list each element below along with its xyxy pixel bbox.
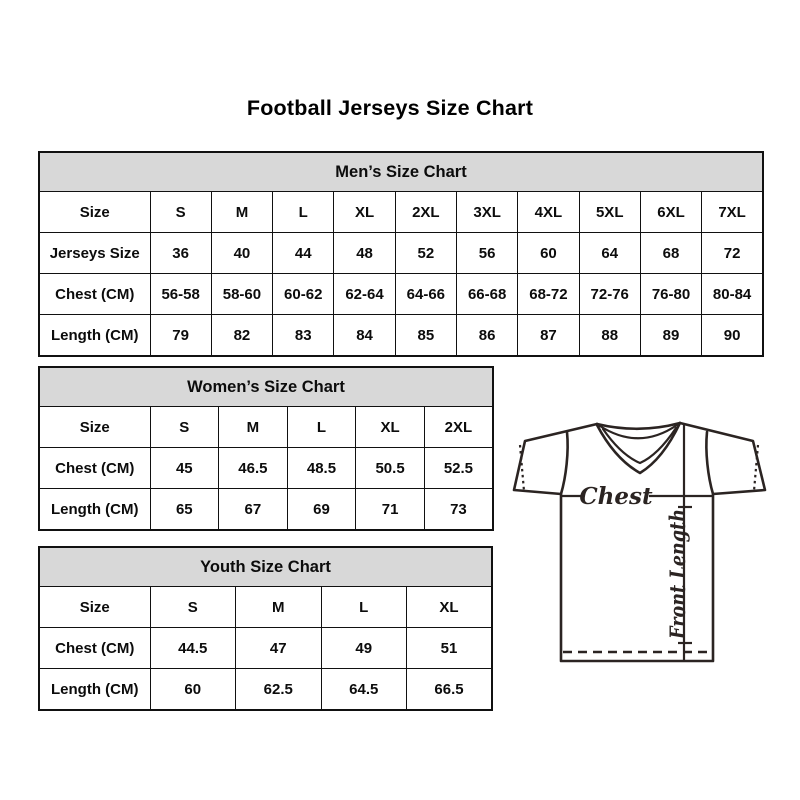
mens-size-chart-title: Men’s Size Chart — [39, 152, 763, 192]
table-row — [39, 669, 492, 711]
value-cell: XL — [407, 587, 493, 628]
value-cell: 60 — [150, 669, 236, 711]
value-cell: 2XL — [395, 192, 456, 233]
value-cell: 51 — [407, 628, 493, 669]
row-label-cell: Jerseys Size — [39, 233, 150, 274]
row-label-cell: Chest (CM) — [39, 628, 150, 669]
value-cell: 62-64 — [334, 274, 395, 315]
youth-size-chart-table — [38, 546, 493, 711]
table-row — [39, 233, 763, 274]
youth-size-chart-title: Youth Size Chart — [39, 547, 492, 587]
value-cell: 72 — [702, 233, 763, 274]
value-cell: 88 — [579, 315, 640, 357]
value-cell: 5XL — [579, 192, 640, 233]
row-label-cell: Size — [39, 407, 150, 448]
value-cell: 46.5 — [219, 448, 288, 489]
value-cell: 52 — [395, 233, 456, 274]
value-cell: 64.5 — [321, 669, 407, 711]
jersey-right-armhole-seam — [706, 432, 713, 494]
womens-size-chart-table — [38, 366, 494, 531]
value-cell: M — [211, 192, 272, 233]
value-cell: 50.5 — [356, 448, 425, 489]
value-cell: 64-66 — [395, 274, 456, 315]
table-row — [39, 274, 763, 315]
value-cell: 68-72 — [518, 274, 579, 315]
row-label-cell: Length (CM) — [39, 669, 150, 711]
value-cell: 40 — [211, 233, 272, 274]
value-cell: L — [273, 192, 334, 233]
jersey-right-sleeve — [680, 423, 765, 494]
value-cell: 49 — [321, 628, 407, 669]
value-cell: 45 — [150, 448, 219, 489]
value-cell: 80-84 — [702, 274, 763, 315]
value-cell: 82 — [211, 315, 272, 357]
table-row — [39, 448, 493, 489]
table-row — [39, 587, 492, 628]
value-cell: 44 — [273, 233, 334, 274]
row-label-cell: Size — [39, 192, 150, 233]
value-cell: 65 — [150, 489, 219, 531]
table-title-row — [39, 367, 493, 407]
value-cell: 83 — [273, 315, 334, 357]
value-cell: 66.5 — [407, 669, 493, 711]
row-label-cell: Chest (CM) — [39, 274, 150, 315]
value-cell: 52.5 — [424, 448, 493, 489]
jersey-measurement-diagram — [499, 407, 781, 679]
front-length-label: Front Length — [665, 484, 690, 639]
value-cell: 62.5 — [236, 669, 322, 711]
row-label-cell: Length (CM) — [39, 315, 150, 357]
value-cell: M — [236, 587, 322, 628]
table-row — [39, 489, 493, 531]
womens-size-chart-title: Women’s Size Chart — [39, 367, 493, 407]
value-cell: 72-76 — [579, 274, 640, 315]
value-cell: 4XL — [518, 192, 579, 233]
value-cell: 69 — [287, 489, 356, 531]
value-cell: 56 — [456, 233, 517, 274]
value-cell: 47 — [236, 628, 322, 669]
value-cell: 48.5 — [287, 448, 356, 489]
table-row — [39, 192, 763, 233]
value-cell: 87 — [518, 315, 579, 357]
table-row — [39, 315, 763, 357]
value-cell: 86 — [456, 315, 517, 357]
jersey-body-outline — [561, 484, 713, 661]
value-cell: 6XL — [640, 192, 701, 233]
row-label-cell: Chest (CM) — [39, 448, 150, 489]
value-cell: 66-68 — [456, 274, 517, 315]
value-cell: 58-60 — [211, 274, 272, 315]
value-cell: XL — [334, 192, 395, 233]
value-cell: 7XL — [702, 192, 763, 233]
page-title: Football Jerseys Size Chart — [246, 96, 534, 120]
chest-label: Chest — [579, 483, 653, 510]
value-cell: 73 — [424, 489, 493, 531]
value-cell: 56-58 — [150, 274, 211, 315]
value-cell: 85 — [395, 315, 456, 357]
value-cell: XL — [356, 407, 425, 448]
value-cell: 76-80 — [640, 274, 701, 315]
table-title-row — [39, 547, 492, 587]
value-cell: 3XL — [456, 192, 517, 233]
table-row — [39, 628, 492, 669]
table-title-row — [39, 152, 763, 192]
value-cell: L — [321, 587, 407, 628]
jersey-left-armhole-seam — [561, 432, 568, 494]
value-cell: S — [150, 192, 211, 233]
value-cell: 44.5 — [150, 628, 236, 669]
value-cell: 2XL — [424, 407, 493, 448]
table-row — [39, 407, 493, 448]
row-label-cell: Size — [39, 587, 150, 628]
value-cell: S — [150, 407, 219, 448]
value-cell: 84 — [334, 315, 395, 357]
value-cell: 90 — [702, 315, 763, 357]
value-cell: 36 — [150, 233, 211, 274]
value-cell: 60 — [518, 233, 579, 274]
value-cell: 79 — [150, 315, 211, 357]
value-cell: S — [150, 587, 236, 628]
value-cell: 67 — [219, 489, 288, 531]
value-cell: 89 — [640, 315, 701, 357]
mens-size-chart-table — [38, 151, 764, 357]
value-cell: 64 — [579, 233, 640, 274]
value-cell: M — [219, 407, 288, 448]
value-cell: L — [287, 407, 356, 448]
value-cell: 48 — [334, 233, 395, 274]
row-label-cell: Length (CM) — [39, 489, 150, 531]
value-cell: 60-62 — [273, 274, 334, 315]
value-cell: 71 — [356, 489, 425, 531]
value-cell: 68 — [640, 233, 701, 274]
jersey-collar-top-line — [597, 423, 680, 429]
